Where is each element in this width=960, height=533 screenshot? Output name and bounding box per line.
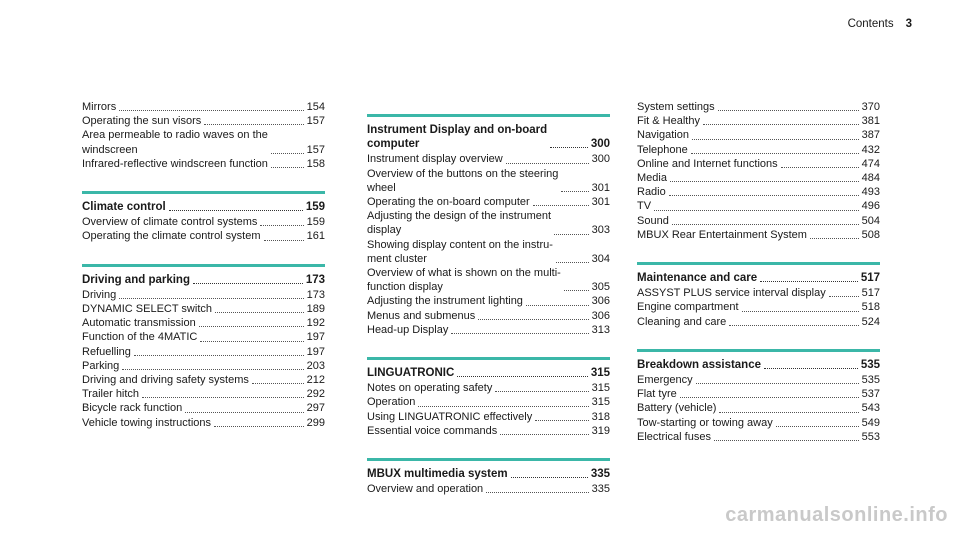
dot-leader (204, 124, 303, 125)
toc-entry[interactable] (637, 185, 880, 199)
entry-title: ASSYST PLUS service interval display (637, 287, 826, 300)
entry-title: Showing display content on the instru- ment cluster (367, 238, 553, 265)
entry-page: 306 (591, 295, 610, 308)
entry-title: Adjusting the design of the instrument display (367, 210, 552, 237)
entry-title: Notes on operating safety (367, 382, 493, 395)
entry-title: Sound (637, 214, 669, 227)
dot-leader (696, 383, 859, 384)
dot-leader (200, 341, 303, 342)
heading-title: Instrument Display and on-board computer (367, 124, 548, 151)
toc-entry[interactable] (637, 157, 880, 171)
heading-title: Breakdown assistance (637, 358, 762, 371)
entry-page: 313 (591, 323, 610, 336)
dot-leader (185, 412, 303, 413)
entry-page: 508 (861, 228, 880, 241)
entry-page: 381 (861, 115, 880, 128)
toc-entry[interactable] (637, 373, 880, 387)
toc-column-2 (367, 100, 610, 516)
entry-title: Vehicle towing instructions (82, 416, 212, 429)
toc-column-1 (82, 100, 325, 450)
dot-leader (691, 153, 859, 154)
entry-page: 537 (861, 388, 880, 401)
dot-leader (776, 426, 859, 427)
heading-page: 300 (590, 138, 610, 151)
entry-title: Bicycle rack function (82, 402, 183, 415)
entry-page: 299 (306, 416, 325, 429)
toc-entry[interactable] (367, 309, 610, 323)
entry-title: System settings (637, 101, 715, 113)
section-divider (82, 264, 325, 267)
section-heading[interactable] (367, 467, 610, 481)
toc-entry[interactable] (367, 323, 610, 337)
toc-section (367, 357, 610, 438)
entry-page: 535 (861, 374, 880, 387)
toc-entry[interactable] (637, 171, 880, 185)
entry-page: 315 (591, 396, 610, 409)
entry-page: 517 (861, 287, 880, 300)
section-divider (82, 191, 325, 194)
toc-entry[interactable] (82, 359, 325, 373)
dot-leader (680, 397, 859, 398)
dot-leader (533, 205, 589, 206)
entry-page: 161 (306, 230, 325, 243)
toc-entry[interactable] (637, 143, 880, 157)
toc-section (82, 191, 325, 244)
section-heading[interactable] (367, 366, 610, 380)
toc-entry[interactable] (367, 238, 610, 266)
entry-title: MBUX Rear Entertainment System (637, 228, 807, 241)
heading-title: LINGUATRONIC (367, 367, 455, 380)
entry-title: Essential voice commands (367, 424, 498, 437)
dot-leader (703, 124, 859, 125)
entry-title: Automatic transmission (82, 317, 196, 330)
toc-entry[interactable] (637, 128, 880, 142)
toc-entry[interactable] (82, 100, 325, 114)
page-header (848, 18, 912, 30)
entry-title: Battery (vehicle) (637, 402, 717, 415)
dot-leader (486, 492, 588, 493)
heading-page: 335 (590, 468, 610, 481)
entry-page: 553 (861, 430, 880, 443)
entry-page: 157 (306, 115, 325, 128)
entry-page: 203 (306, 359, 325, 372)
toc-entry[interactable] (637, 286, 880, 300)
entry-page: 192 (306, 317, 325, 330)
toc-entry[interactable] (367, 395, 610, 409)
entry-title: Radio (637, 186, 666, 199)
entry-title: Navigation (637, 129, 689, 142)
entry-title: Driving and driving safety systems (82, 374, 249, 387)
toc-entry[interactable] (82, 345, 325, 359)
entry-title: Online and Internet functions (637, 157, 778, 170)
dot-leader (760, 281, 858, 282)
entry-title: Tow-starting or towing away (637, 416, 773, 429)
dot-leader (260, 225, 303, 226)
dot-leader (719, 412, 858, 413)
toc-entry[interactable] (367, 195, 610, 209)
toc-entry[interactable] (637, 430, 880, 444)
entry-title: Emergency (637, 374, 693, 387)
toc-entry[interactable] (82, 229, 325, 243)
entry-title: Instrument display overview (367, 153, 503, 166)
section-heading[interactable] (637, 271, 880, 285)
toc-entry[interactable] (367, 266, 610, 294)
dot-leader (729, 325, 858, 326)
entry-title: Electrical fuses (637, 430, 711, 443)
entry-page: 297 (306, 402, 325, 415)
toc-section (637, 100, 880, 242)
dot-leader (561, 191, 588, 192)
dot-leader (511, 477, 588, 478)
entry-page: 197 (306, 331, 325, 344)
entry-page: 306 (591, 309, 610, 322)
entry-page: 315 (591, 382, 610, 395)
page-number: 3 (905, 18, 912, 30)
entry-page: 496 (861, 200, 880, 213)
dot-leader (714, 440, 859, 441)
toc-section (637, 262, 880, 329)
dot-leader (781, 167, 859, 168)
heading-title: MBUX multimedia system (367, 468, 508, 481)
entry-title: Area permeable to radio waves on the windscreen (82, 129, 268, 156)
entry-title: DYNAMIC SELECT switch (82, 303, 212, 316)
entry-title: Engine compartment (637, 301, 739, 314)
entry-page: 154 (306, 101, 325, 113)
entry-page: 319 (591, 424, 610, 437)
entry-page: 518 (861, 301, 880, 314)
entry-page: 493 (861, 186, 880, 199)
toc-section (367, 458, 610, 496)
heading-page: 173 (305, 273, 325, 286)
dot-leader (692, 139, 859, 140)
dot-leader (829, 296, 859, 297)
entry-page: 189 (306, 303, 325, 316)
dot-leader (535, 420, 588, 421)
entry-title: Function of the 4MATIC (82, 331, 198, 344)
heading-page: 159 (305, 201, 325, 214)
entry-page: 301 (591, 181, 610, 194)
entry-page: 159 (306, 216, 325, 229)
entry-title: Telephone (637, 143, 688, 156)
heading-title: Maintenance and care (637, 272, 758, 285)
heading-title: Climate control (82, 201, 166, 214)
entry-title: Refuelling (82, 345, 131, 358)
toc-entry[interactable] (82, 401, 325, 415)
entry-title: Operating the climate control system (82, 230, 261, 243)
dot-leader (169, 210, 303, 211)
watermark-logo: carmanualsonline.info (725, 504, 948, 526)
dot-leader (669, 195, 859, 196)
dot-leader (526, 305, 589, 306)
toc-section (637, 349, 880, 444)
heading-page: 535 (860, 358, 880, 371)
dot-leader (564, 290, 589, 291)
toc-entry[interactable] (82, 416, 325, 430)
dot-leader (122, 369, 303, 370)
entry-page: 305 (591, 281, 610, 294)
entry-title: Driving (82, 288, 117, 301)
toc-entry[interactable] (367, 381, 610, 395)
entry-page: 158 (306, 157, 325, 170)
entry-page: 212 (306, 374, 325, 387)
entry-title: Operation (367, 396, 416, 409)
entry-title: Flat tyre (637, 388, 677, 401)
entry-title: Trailer hitch (82, 388, 140, 401)
entry-page: 300 (591, 153, 610, 166)
section-heading[interactable] (82, 200, 325, 214)
section-divider (637, 349, 880, 352)
toc-entry[interactable] (637, 416, 880, 430)
dot-leader (271, 167, 304, 168)
toc-entry[interactable] (637, 199, 880, 213)
entry-page: 301 (591, 196, 610, 209)
toc-entry[interactable] (82, 373, 325, 387)
entry-title: Media (637, 172, 667, 185)
entry-title: Overview of climate control systems (82, 216, 258, 229)
dot-leader (550, 147, 588, 148)
heading-page: 315 (590, 367, 610, 380)
toc-entry[interactable] (637, 315, 880, 329)
toc-entry[interactable] (637, 300, 880, 314)
entry-page: 524 (861, 315, 880, 328)
heading-title: Driving and parking (82, 273, 190, 286)
toc-entry[interactable] (82, 128, 325, 156)
dot-leader (672, 224, 859, 225)
toc-entry[interactable] (82, 330, 325, 344)
entry-title: Overview and operation (367, 483, 484, 496)
toc-entry[interactable] (82, 288, 325, 302)
section-divider (367, 114, 610, 117)
dot-leader (199, 326, 304, 327)
section-heading[interactable] (82, 273, 325, 287)
toc-entry[interactable] (367, 424, 610, 438)
toc-section (367, 114, 610, 337)
toc-entry[interactable] (367, 410, 610, 424)
entry-title: Operating the on-board computer (367, 196, 530, 209)
dot-leader (556, 262, 589, 263)
entry-title: TV (637, 200, 652, 213)
dot-leader (264, 240, 304, 241)
entry-page: 504 (861, 214, 880, 227)
entry-title: Cleaning and care (637, 315, 727, 328)
section-heading[interactable] (637, 358, 880, 372)
toc-entry[interactable] (82, 302, 325, 316)
entry-title: Infrared-reflective windscreen function (82, 157, 268, 170)
section-divider (637, 262, 880, 265)
dot-leader (478, 319, 588, 320)
dot-leader (193, 283, 303, 284)
toc-column-3 (637, 100, 880, 464)
toc-entry[interactable] (82, 316, 325, 330)
dot-leader (252, 383, 304, 384)
dot-leader (654, 210, 859, 211)
entry-title: Overview of what is shown on the multi- function display (367, 267, 561, 294)
entry-title: Using LINGUATRONIC effectively (367, 410, 533, 423)
toc-entry[interactable] (637, 214, 880, 228)
toc-entry[interactable] (82, 114, 325, 128)
entry-page: 318 (591, 410, 610, 423)
dot-leader (457, 376, 588, 377)
entry-page: 432 (861, 143, 880, 156)
entry-title: Adjusting the instrument lighting (367, 295, 523, 308)
entry-page: 303 (591, 224, 610, 237)
toc-entry[interactable] (637, 387, 880, 401)
entry-title: Menus and submenus (367, 309, 476, 322)
dot-leader (271, 153, 304, 154)
entry-page: 292 (306, 388, 325, 401)
entry-title: Parking (82, 359, 120, 372)
dot-leader (119, 298, 303, 299)
dot-leader (764, 368, 858, 369)
entry-title: Head-up Display (367, 323, 449, 336)
dot-leader (670, 181, 859, 182)
entry-page: 474 (861, 157, 880, 170)
dot-leader (554, 234, 589, 235)
toc-entry[interactable] (367, 209, 610, 237)
entry-page: 173 (306, 288, 325, 301)
entry-page: 370 (861, 101, 880, 113)
dot-leader (500, 434, 588, 435)
heading-page: 517 (860, 272, 880, 285)
dot-leader (742, 311, 859, 312)
toc-entry[interactable] (637, 401, 880, 415)
entry-title: Overview of the buttons on the steering wheel (367, 167, 559, 194)
dot-leader (451, 333, 588, 334)
entry-page: 304 (591, 252, 610, 265)
entry-title: Fit & Healthy (637, 115, 700, 128)
toc-entry[interactable] (367, 167, 610, 195)
toc-entry[interactable] (367, 152, 610, 166)
entry-page: 387 (861, 129, 880, 142)
toc-entry[interactable] (82, 157, 325, 171)
toc-section (82, 264, 325, 430)
toc-entry[interactable] (82, 215, 325, 229)
section-divider (367, 458, 610, 461)
entry-page: 484 (861, 172, 880, 185)
entry-page: 543 (861, 402, 880, 415)
dot-leader (214, 426, 304, 427)
entry-page: 335 (591, 483, 610, 496)
toc-entry[interactable] (367, 482, 610, 496)
entry-title: Operating the sun visors (82, 115, 202, 128)
section-heading[interactable] (367, 123, 610, 151)
dot-leader (418, 406, 588, 407)
toc-entry[interactable] (367, 294, 610, 308)
dot-leader (495, 391, 588, 392)
section-divider (367, 357, 610, 360)
entry-page: 197 (306, 345, 325, 358)
entry-title: Mirrors (82, 101, 117, 113)
dot-leader (718, 110, 859, 111)
dot-leader (215, 312, 304, 313)
entry-page: 157 (306, 143, 325, 156)
dot-leader (142, 397, 304, 398)
dot-leader (506, 163, 589, 164)
header-title: Contents (847, 18, 894, 30)
toc-entry[interactable] (637, 114, 880, 128)
dot-leader (119, 110, 303, 111)
dot-leader (134, 355, 304, 356)
toc-section (82, 100, 325, 171)
toc-entry[interactable] (82, 387, 325, 401)
toc-entry[interactable] (637, 228, 880, 242)
toc-entry[interactable] (637, 100, 880, 114)
dot-leader (810, 238, 859, 239)
entry-page: 549 (861, 416, 880, 429)
